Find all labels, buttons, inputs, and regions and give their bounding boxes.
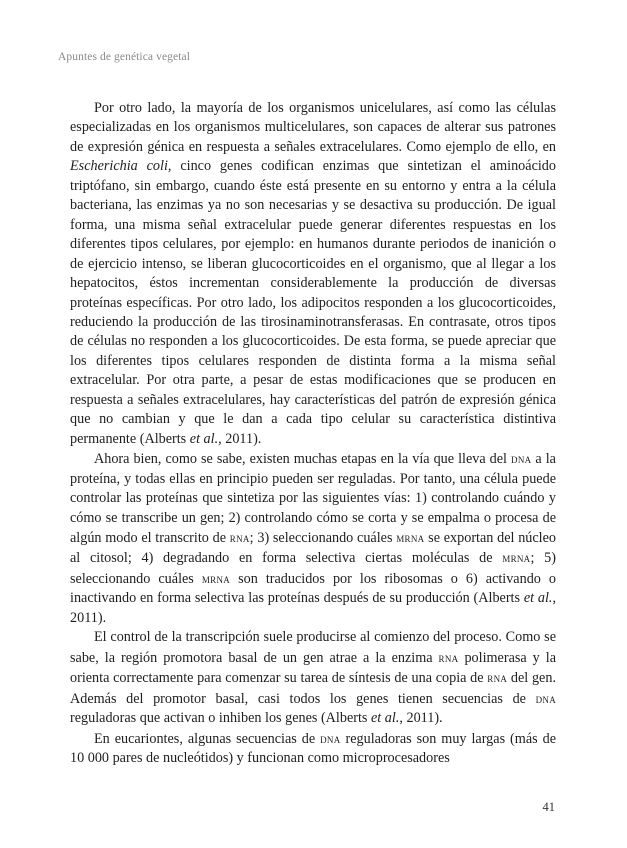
italic-run: et al.	[371, 710, 400, 727]
body-text	[70, 99, 556, 768]
text-run: Ahora bien, como se sabe, existen muchas etapas en la vía que lleva del	[94, 451, 512, 468]
text-run: ; 5) seleccionando cuáles	[70, 550, 556, 587]
paragraph-2	[70, 449, 556, 628]
page-number: 41	[542, 800, 555, 814]
italic-run: et al.	[189, 430, 219, 447]
small-caps-run: dna	[320, 730, 341, 746]
paragraph-3	[70, 628, 556, 728]
small-caps-run: dna	[511, 451, 532, 467]
small-caps-run: rna	[229, 529, 250, 545]
text-run: Por otro lado, la mayoría de los organismos unicelulares, así como las células especializadas en los organismos multicelulares, son capaces de alterar sus patrones de expresión génica en respuesta a señales extracelulares. Como ejemplo de ello, en	[70, 100, 556, 155]
small-caps-run: mrna	[502, 550, 531, 566]
small-caps-run: rna	[487, 670, 508, 686]
running-head: Apuntes de genética vegetal	[58, 51, 191, 63]
text-run: reguladoras que activan o inhiben los genes (Alberts	[70, 710, 371, 727]
small-caps-run: dna	[535, 690, 556, 706]
text-run: , 2011).	[399, 710, 443, 727]
paragraph-4	[70, 729, 556, 769]
text-run: cinco genes codifican enzimas que sintetizan el aminoácido triptófano, sin embargo, cuando éste está presente en su entorno y entra a la célula bacteriana, las enzimas ya no son necesarias y se desactiva su producción. De igual forma, una misma señal extracelular puede generar diferentes respuestas en los diferentes tipos celulares, por ejemplo: en humanos durante periodos de inanición o de ejercicio intenso, se liberan glucocorticoides en el organismo, que al llegar a los hepatocitos, éstos incrementan considerablemente la producción de diversas proteínas específicas. Por otro lado, los adipocitos responden a los glucocorticoides, reduciendo la producción de las tirosinaminotransferasas. En contrasate, otros tipos de células no responden a los glucocorticoides. De esta forma, se puede apreciar que los diferentes tipos celulares responden de distinta forma a la misma señal extracelular. Por otra parte, a pesar de estas modificaciones que se producen en respuesta a señales extracelulares, hay características del patrón de expresión génica que no cambian y que le dan a cada tipo celular su característica distintiva permanente (Alberts	[70, 158, 556, 447]
small-caps-run: mrna	[396, 529, 425, 545]
text-run: se exportan del núcleo al citosol; 4) degradando en forma selectiva ciertas moléculas de	[70, 529, 557, 567]
text-run: ; 3) seleccionando cuáles	[249, 529, 397, 546]
text-run: En eucariontes, algunas secuencias de	[94, 730, 321, 747]
text-run: , 2011).	[70, 590, 556, 626]
text-run: son traducidos por los ribosomas o 6) activando o inactivando en forma selectiva las proteínas después de su producción (Alberts	[70, 570, 556, 607]
text-run: El control de la transcripción suele producirse al comienzo del proceso. Como se sabe, la región promotora basal de un gen atrae a la enzima	[70, 629, 556, 666]
text-run: , 2011).	[218, 430, 262, 447]
text-run: reguladoras son muy largas (más de 10 000 pares de nucleótidos) y funcionan como microprocesadores	[70, 730, 556, 766]
small-caps-run: mrna	[201, 570, 231, 586]
italic-run: et al.	[523, 590, 553, 607]
text-run: del gen. Además del promotor basal, casi todos los genes tienen secuencias de	[70, 670, 556, 707]
paragraph-1	[70, 99, 556, 449]
text-run: polimerasa y la orienta correctamente para comenzar su tarea de síntesis de una copia de	[70, 649, 557, 687]
italic-run: Escherichia coli,	[70, 158, 172, 175]
small-caps-run: rna	[438, 649, 459, 665]
text-run: a la proteína, y todas ellas en principio pueden ser reguladas. Por tanto, una célula puede controlar las proteínas que sintetiza por las siguientes vías: 1) controlando cuándo y cómo se transcribe un gen; 2) controlando cómo se corta y se empalma o procesa de algún modo el transcrito de	[70, 451, 556, 546]
